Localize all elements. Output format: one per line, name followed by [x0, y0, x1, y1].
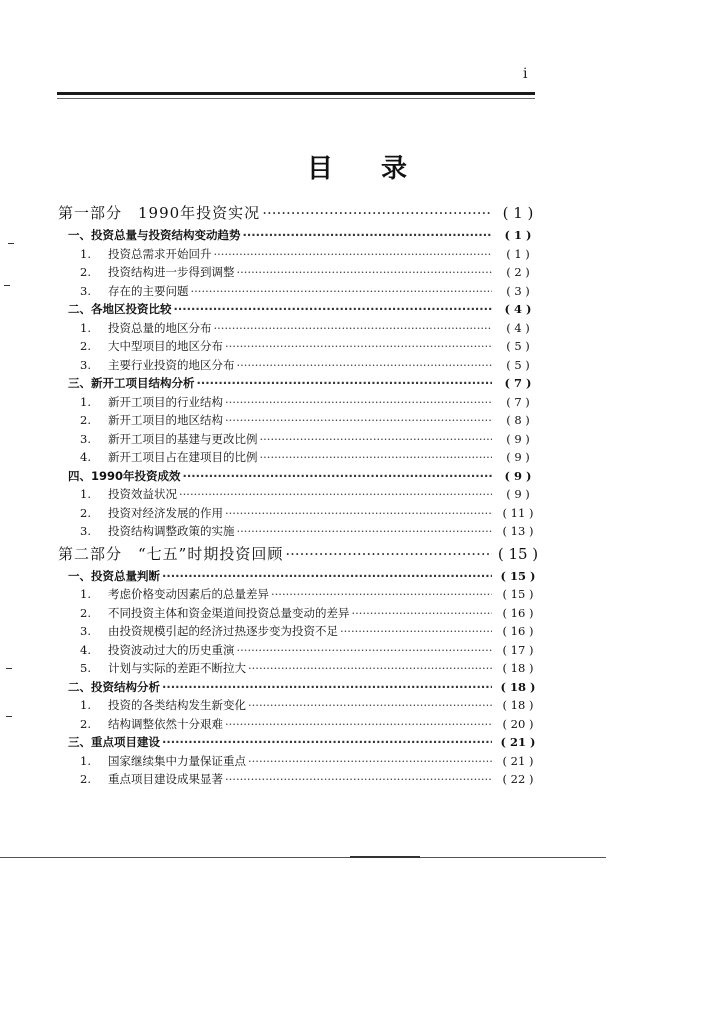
toc-label: 投资总量的地区分布: [108, 320, 212, 335]
toc-item: [58, 430, 542, 449]
toc-page-number: ( 9 ): [506, 431, 530, 446]
toc-label: 第一部分 1990年投资实况: [58, 204, 261, 222]
toc-leader-dots: [248, 659, 492, 678]
toc-leader-dots: [162, 567, 492, 586]
toc-leader-dots: [225, 504, 492, 523]
toc-leader-dots: [340, 622, 492, 641]
toc-section: [58, 374, 542, 393]
toc-label: 新开工项目的行业结构: [108, 394, 223, 409]
toc-item: [58, 393, 542, 412]
toc-page-number: ( 9 ): [506, 487, 530, 501]
toc-section: [58, 467, 542, 486]
toc-leader-dots: [271, 585, 492, 604]
toc-label: 投资对经济发展的作用: [108, 505, 223, 520]
toc-page-number: ( 4 ): [506, 320, 530, 335]
toc-item-number: 2.: [80, 339, 91, 353]
toc-item-number: 5.: [80, 661, 91, 675]
footer-rule-accent: [350, 856, 420, 858]
toc-page-number: ( 7 ): [504, 376, 532, 390]
footer-rule: [0, 857, 606, 858]
header-rule: [57, 92, 535, 95]
toc-label: 一、投资总量与投资结构变动趋势: [68, 228, 241, 242]
toc-item: [58, 641, 542, 660]
toc-leader-dots: [162, 678, 492, 697]
toc-leader-dots: [352, 604, 493, 623]
toc-item: [58, 319, 542, 338]
toc-section: [58, 567, 542, 586]
toc-label: 投资总需求开始回升: [108, 246, 212, 261]
toc-page-number: ( 16 ): [502, 605, 534, 620]
toc-label: 投资波动过大的历史重演: [108, 642, 235, 657]
toc-section: [58, 678, 542, 697]
toc-item: [58, 622, 542, 641]
toc-leader-dots: [248, 752, 492, 771]
toc-leader-dots: [197, 374, 493, 393]
toc-page-number: ( 1 ): [502, 204, 534, 222]
toc-item-number: 4.: [80, 450, 91, 464]
toc-page-number: ( 3 ): [506, 283, 530, 298]
toc-item-number: 1.: [80, 487, 91, 501]
toc-label: 重点项目建设成果显著: [108, 772, 223, 786]
toc-item: [58, 770, 542, 789]
toc-page-number: ( 8 ): [506, 413, 530, 427]
toc-label: 投资结构调整政策的实施: [108, 524, 235, 538]
toc-leader-dots: [243, 226, 493, 245]
toc-section: [58, 733, 542, 752]
toc-page-number: ( 13 ): [502, 524, 534, 538]
toc-label: 三、新开工项目结构分析: [68, 376, 195, 390]
toc-item-number: 2.: [80, 772, 91, 786]
toc-page-number: ( 2 ): [506, 265, 530, 279]
toc-page-number: ( 11 ): [502, 505, 534, 520]
toc-label: 二、投资结构分析: [68, 679, 160, 694]
page-title: 目录: [306, 154, 455, 184]
toc-page-number: ( 18 ): [502, 698, 534, 712]
toc-item-number: 1.: [80, 246, 91, 261]
toc-label: 一、投资总量判断: [68, 568, 160, 583]
toc-item: [58, 485, 542, 504]
toc-leader-dots: [285, 541, 492, 567]
toc-item-number: 1.: [80, 320, 91, 335]
toc-item-number: 2.: [80, 413, 91, 427]
toc-item-number: 3.: [80, 283, 91, 298]
toc-item: [58, 659, 542, 678]
toc-label: 不同投资主体和资金渠道间投资总量变动的差异: [108, 605, 350, 620]
toc-page-number: ( 1 ): [506, 246, 530, 261]
toc-leader-dots: [248, 696, 492, 715]
toc-leader-dots: [260, 430, 493, 449]
toc-label: 结构调整依然十分艰难: [108, 716, 223, 731]
toc-page-number: ( 16 ): [502, 624, 534, 638]
toc-item: [58, 504, 542, 523]
toc-page-number: ( 15 ): [497, 544, 539, 563]
toc-item-number: 2.: [80, 505, 91, 520]
toc-page-number: ( 15 ): [500, 568, 536, 583]
toc-part: [58, 541, 542, 567]
toc-item: [58, 715, 542, 734]
toc-leader-dots: [237, 522, 493, 541]
toc-page-number: ( 5 ): [506, 339, 530, 353]
toc-label: 二、各地区投资比较: [68, 302, 172, 316]
scan-mark: [8, 243, 14, 244]
toc-item-number: 1.: [80, 394, 91, 409]
toc-label: 第二部分 “七五”时期投资回顾: [58, 544, 284, 563]
toc-leader-dots: [162, 733, 492, 752]
toc-label: 存在的主要问题: [108, 283, 189, 298]
toc-leader-dots: [237, 263, 493, 282]
toc-item: [58, 522, 542, 541]
toc-item: [58, 245, 542, 264]
table-of-contents: [58, 200, 542, 789]
toc-leader-dots: [225, 715, 492, 734]
toc-leader-dots: [225, 770, 492, 789]
toc-page-number: ( 7 ): [506, 394, 530, 409]
toc-page-number: ( 4 ): [504, 302, 532, 316]
toc-leader-dots: [262, 200, 492, 226]
toc-label: 新开工项目占在建项目的比例: [108, 450, 258, 464]
toc-section: [58, 300, 542, 319]
toc-part: [58, 200, 542, 226]
toc-label: 投资的各类结构发生新变化: [108, 698, 246, 712]
toc-item-number: 3.: [80, 624, 91, 638]
toc-label: 国家继续集中力量保证重点: [108, 753, 246, 768]
toc-item: [58, 282, 542, 301]
toc-label: 新开工项目的基建与更改比例: [108, 431, 258, 446]
toc-leader-dots: [183, 467, 492, 486]
toc-item-number: 1.: [80, 698, 91, 712]
toc-label: 投资效益状况: [108, 487, 177, 501]
toc-item-number: 2.: [80, 605, 91, 620]
toc-leader-dots: [225, 411, 492, 430]
toc-leader-dots: [237, 641, 493, 660]
toc-page-number: ( 9 ): [504, 468, 532, 483]
toc-item-number: 3.: [80, 357, 91, 372]
toc-label: 新开工项目的地区结构: [108, 413, 223, 427]
toc-label: 投资结构进一步得到调整: [108, 265, 235, 279]
toc-page-number: ( 17 ): [502, 642, 534, 657]
toc-item-number: 3.: [80, 431, 91, 446]
toc-page-number: ( 18 ): [502, 661, 534, 675]
toc-page-number: ( 1 ): [504, 228, 532, 242]
toc-page-number: ( 15 ): [502, 587, 534, 601]
toc-label: 计划与实际的差距不断拉大: [108, 661, 246, 675]
toc-leader-dots: [214, 319, 493, 338]
toc-item-number: 2.: [80, 716, 91, 731]
toc-leader-dots: [179, 485, 492, 504]
toc-item: [58, 411, 542, 430]
toc-page-number: ( 21 ): [502, 753, 534, 768]
scan-mark: [6, 668, 12, 669]
toc-page-number: ( 22 ): [502, 772, 534, 786]
scan-mark: [4, 285, 10, 286]
toc-label: 大中型项目的地区分布: [108, 339, 223, 353]
toc-item: [58, 585, 542, 604]
toc-item-number: 1.: [80, 587, 91, 601]
toc-item: [58, 263, 542, 282]
toc-item-number: 1.: [80, 753, 91, 768]
toc-item-number: 2.: [80, 265, 91, 279]
toc-item-number: 4.: [80, 642, 91, 657]
toc-page-number: ( 20 ): [502, 716, 534, 731]
toc-page-number: ( 9 ): [506, 450, 530, 464]
toc-label: 由投资规模引起的经济过热逐步变为投资不足: [108, 624, 338, 638]
toc-leader-dots: [191, 282, 493, 301]
toc-item: [58, 696, 542, 715]
toc-label: 主要行业投资的地区分布: [108, 357, 235, 372]
header-rule-thin: [57, 98, 535, 99]
toc-leader-dots: [260, 448, 493, 467]
toc-item: [58, 604, 542, 623]
page-mark: i: [523, 66, 528, 82]
toc-item: [58, 337, 542, 356]
toc-label: 考虑价格变动因素后的总量差异: [108, 587, 269, 601]
toc-label: 三、重点项目建设: [68, 735, 160, 749]
toc-leader-dots: [225, 337, 492, 356]
toc-leader-dots: [174, 300, 493, 319]
toc-item-number: 3.: [80, 524, 91, 538]
toc-item: [58, 356, 542, 375]
toc-leader-dots: [225, 393, 492, 412]
toc-section: [58, 226, 542, 245]
toc-page-number: ( 21 ): [500, 735, 536, 749]
toc-page-number: ( 5 ): [506, 357, 530, 372]
toc-item: [58, 448, 542, 467]
toc-label: 四、1990年投资成效: [68, 468, 181, 483]
toc-item: [58, 752, 542, 771]
toc-leader-dots: [237, 356, 493, 375]
toc-page-number: ( 18 ): [500, 679, 536, 694]
scan-mark: [6, 716, 12, 717]
toc-leader-dots: [214, 245, 493, 264]
